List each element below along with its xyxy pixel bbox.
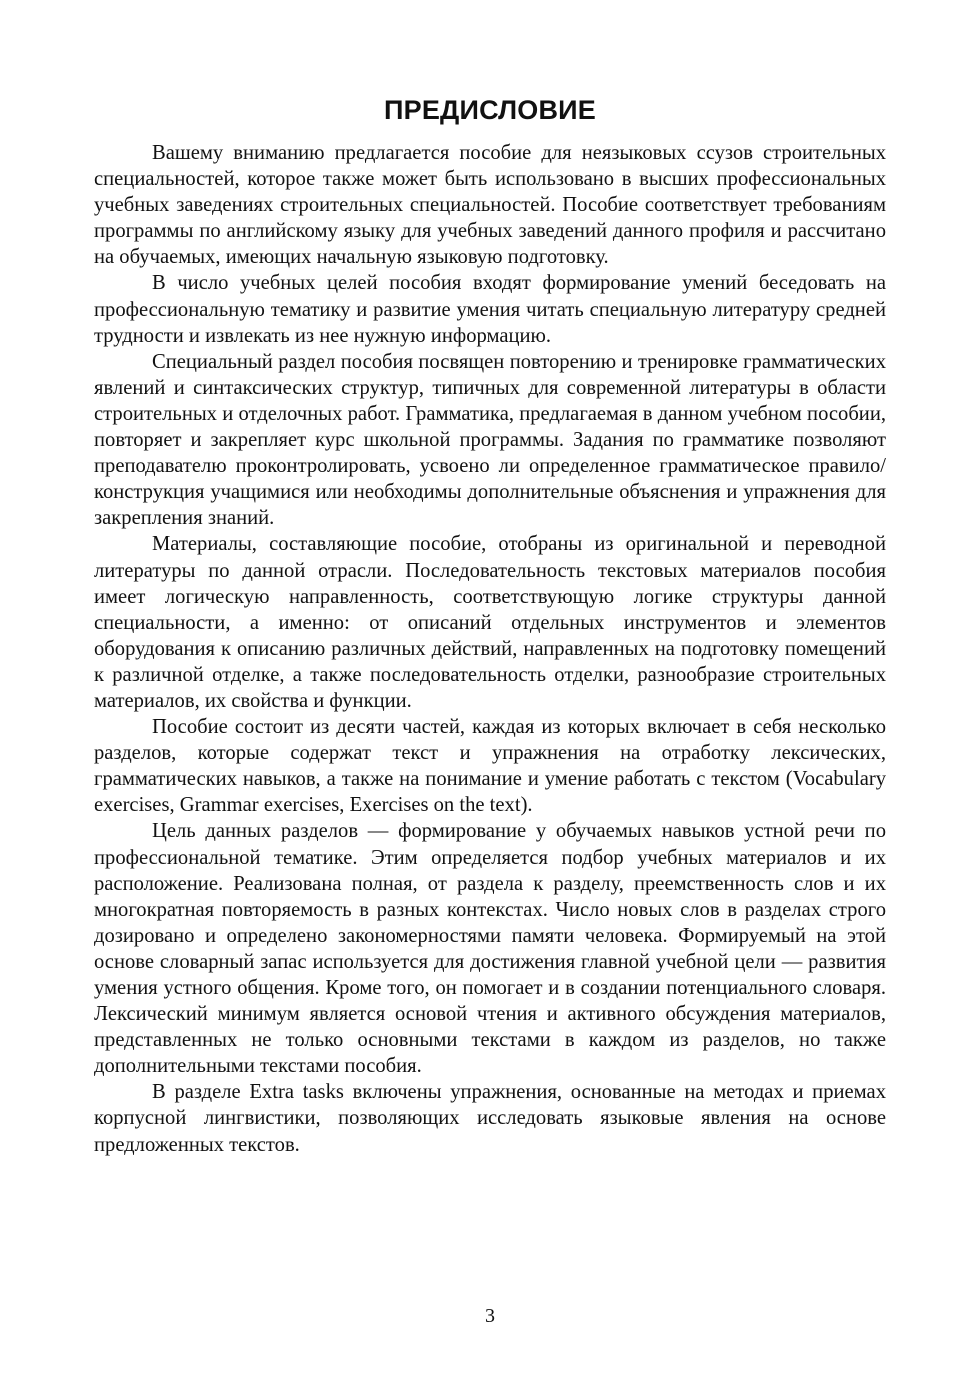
paragraph-intro: Вашему вниманию предлагается пособие для неязыковых ссузов строительных специальностей, которое также может быть использовано в высших профессиональных учебных заведениях строительных специальностей. Пособие соответствует требованиям программы по английскому языку для учебных заведений данного профиля и рассчитано на обучаемых, имеющих начальную языковую подготовку. (94, 142, 886, 269)
page-number: 3 (485, 1305, 495, 1327)
page-title: ПРЕДИСЛОВИЕ (384, 95, 596, 125)
paragraph-extra-tasks: В разделе Extra tasks включены упражнения, основанные на методах и приемах корпусной лингвистики, позволяющих исследовать языковые явления на основе предложенных текстов. (94, 1081, 886, 1156)
paragraph-goals: В число учебных целей пособия входят формирование умений беседовать на профессиональную тематику и развитие умения читать специальную литературу средней трудности и извлекать из нее нужную информацию. (94, 272, 886, 347)
page-content (94, 88, 886, 1158)
paragraph-structure: Пособие состоит из десяти частей, каждая из которых включает в себя несколько разделов, которые содержат текст и упражнения на отработку лексических, грамматических навыков, а также на понимание и умение работать с текстом (Vocabulary exercises, Grammar exercises, Exercises on the text). (94, 716, 886, 817)
paragraph-materials: Материалы, составляющие пособие, отобраны из оригинальной и переводной литературы по данной отрасли. Последовательность текстовых материалов пособия имеет логическую направленность, соответствующую логике структуры данной специальности, а именно: от описаний отдельных инструментов и элементов оборудования к описанию различных действий, направленных на подготовку помещений к различной отделке, а также последовательность отделки, разнообразие строительных материалов, их свойства и функции. (94, 533, 886, 712)
paragraph-purpose: Цель данных разделов — формирование у обучаемых навыков устной речи по профессиональной тематике. Этим определяется подбор учебных материалов и их расположение. Реализована полная, от раздела к разделу, преемственность слов и их многократная повторяемость в разных контекстах. Число новых слов в разделах строго дозировано и определено закономерностями памяти человека. Формируемый на этой основе словарный запас используется для достижения главной учебной цели — развития умения устного общения. Кроме того, он помогает и в создании потенциального словаря. Лексический минимум является основой чтения и активного обсуждения материалов, представленных не только основными текстами в каждом из разделов, но также дополнительными текстами пособия. (94, 820, 886, 1078)
paragraph-grammar: Специальный раздел пособия посвящен повторению и тренировке грамматических явлений и синтаксических структур, типичных для современной литературы в области строительных и отделочных работ. Грамматика, предлагаемая в данном учебном пособии, повторяет и закрепляет курс школьной программы. Задания по грамматике позволяют преподавателю проконтролировать, усвоено ли определенное грамматическое правило/конструкция учащимися или необходимы дополнительные объяснения и упражнения для закрепления знаний. (94, 350, 886, 530)
